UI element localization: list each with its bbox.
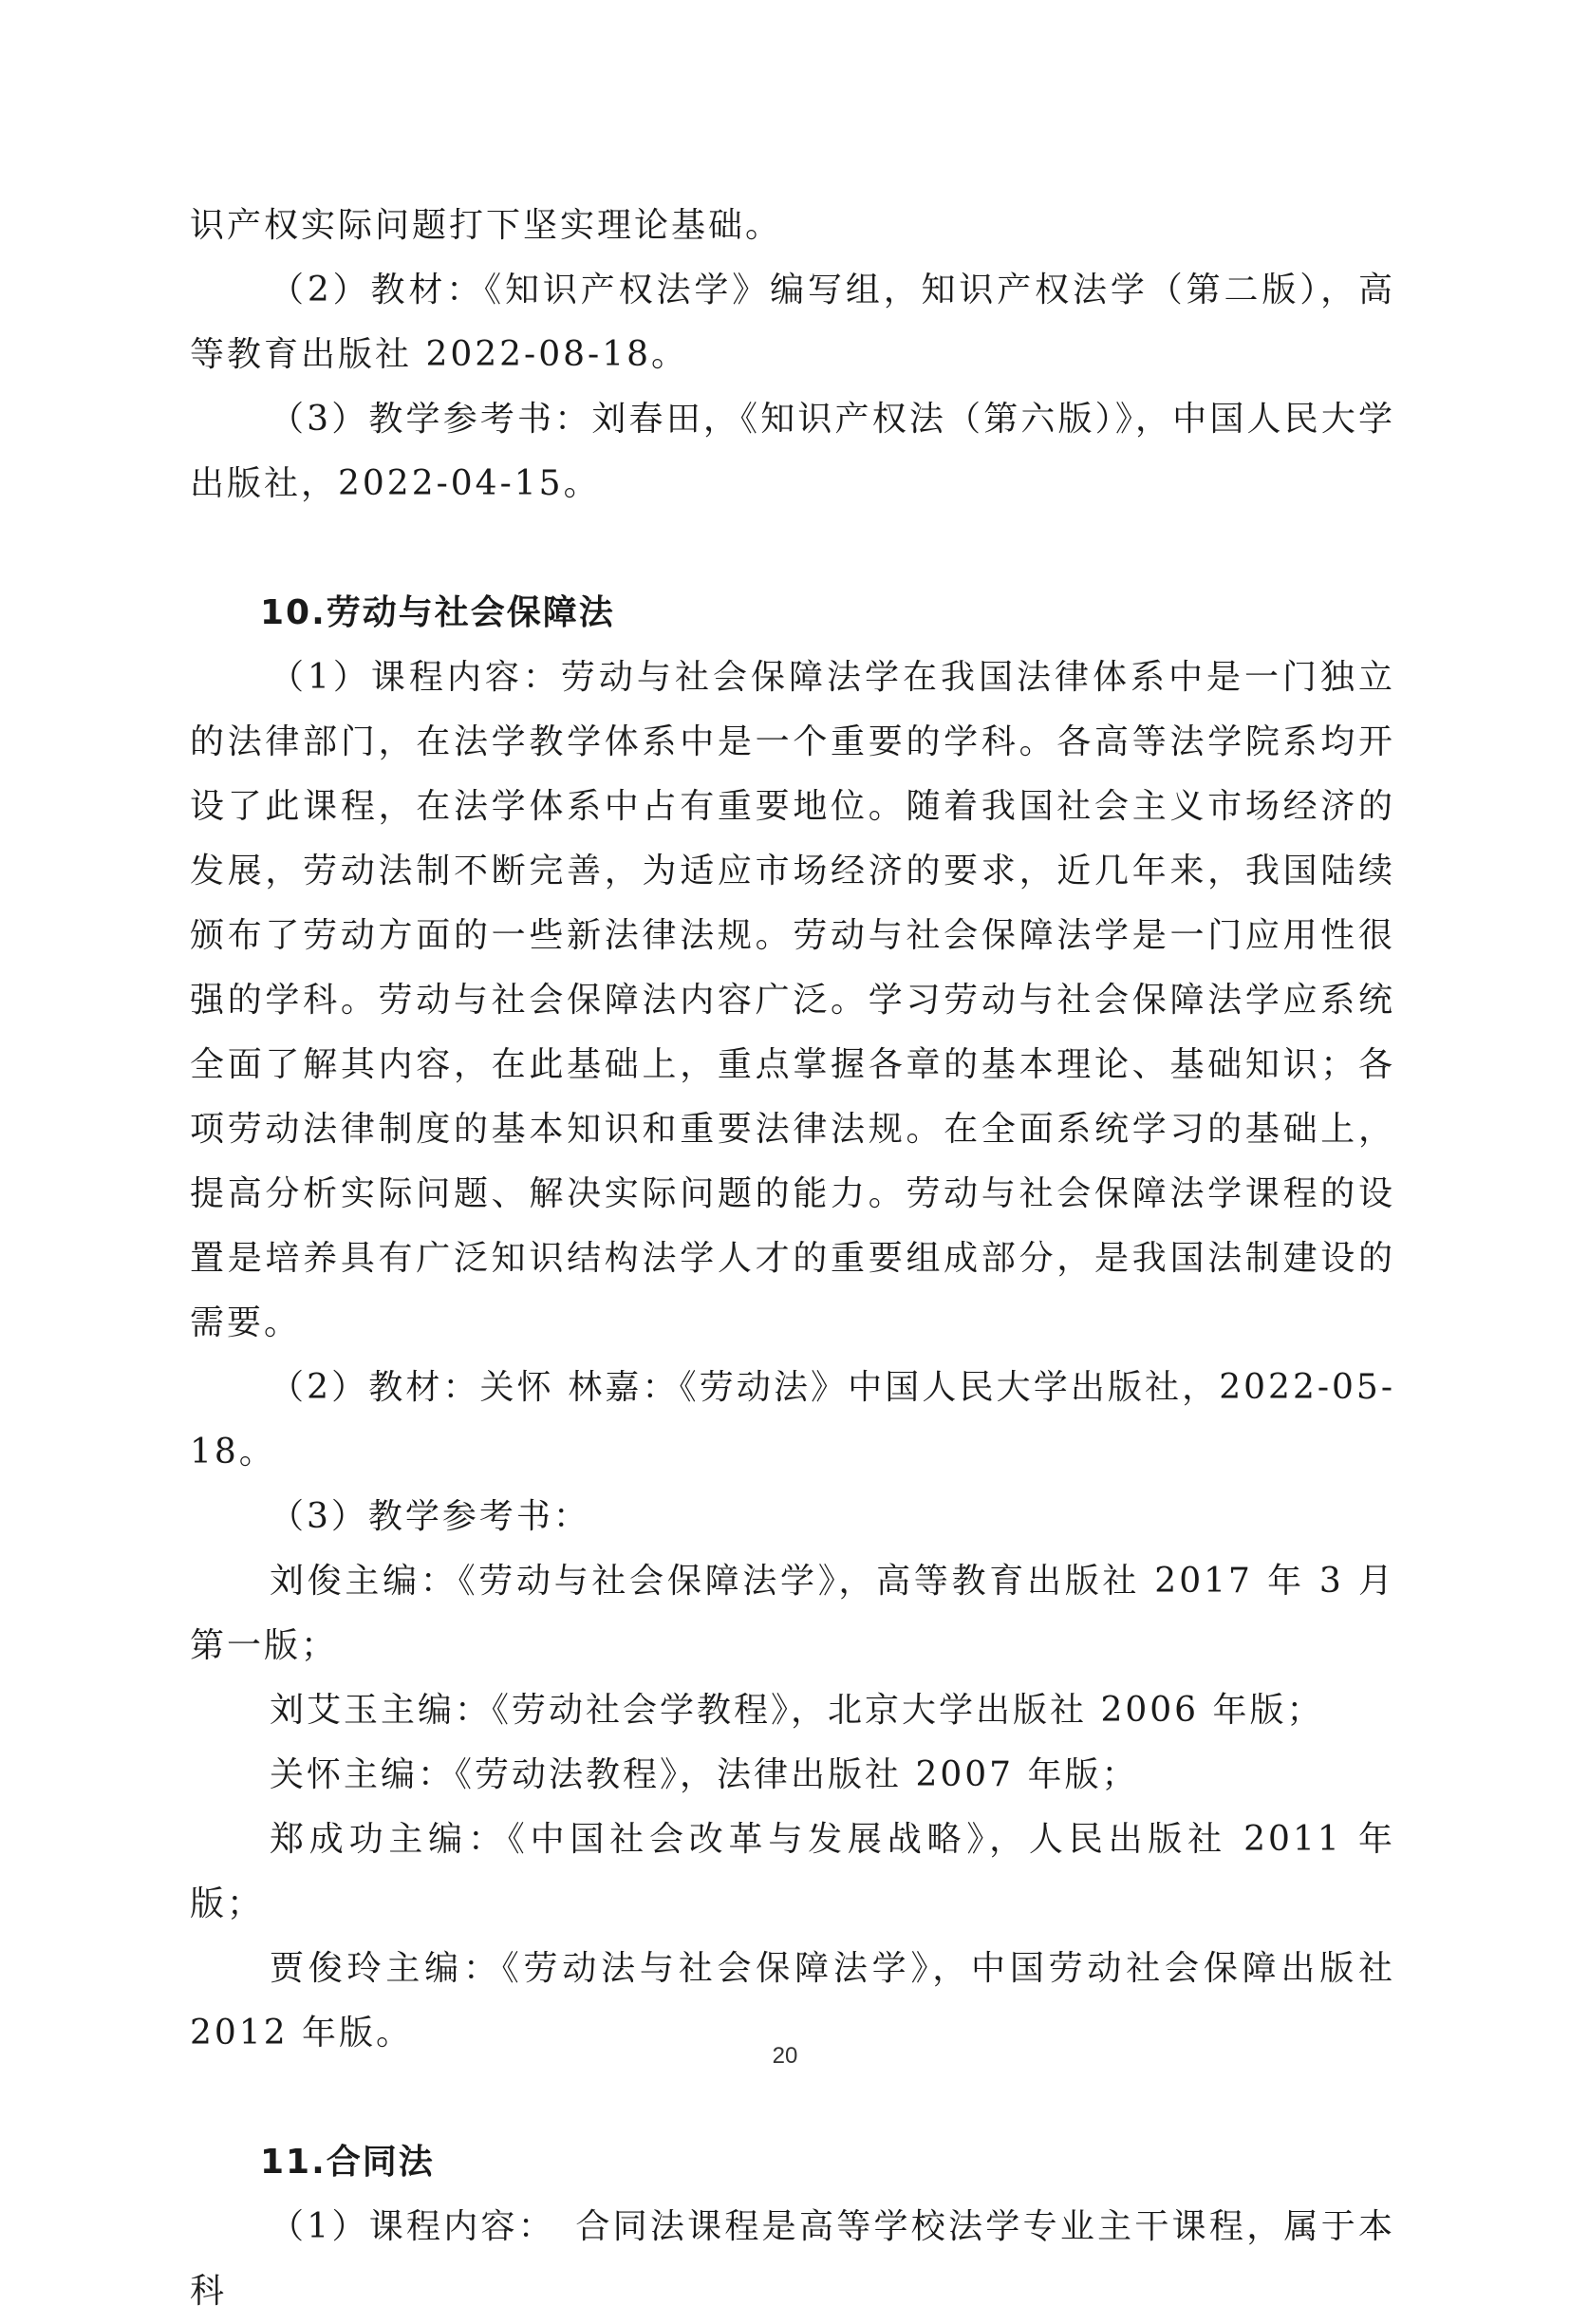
reference-item: 关怀主编：《劳动法教程》，法律出版社 2007 年版； [270,1755,1139,1794]
reference-item: 刘俊主编：《劳动与社会保障法学》，高等教育出版社 2017 年 3 月第一版； [190,1562,1395,1665]
section-heading: 10.劳动与社会保障法 [260,593,615,632]
paragraph-reference-heading: （3）教学参考书： [270,1497,590,1536]
page-number: 20 [772,2043,798,2069]
paragraph-textbook: （2）教材：《知识产权法学》编写组，知识产权法学（第二版），高等教育出版社 2022-08-18。 [190,271,1395,374]
reference-item: 贾俊玲主编：《劳动法与社会保障法学》，中国劳动社会保障出版社 2012 年版。 [190,1949,1395,2052]
page-body [190,194,1395,2324]
paragraph-textbook: （2）教材：关怀 林嘉：《劳动法》中国人民大学出版社，2022-05-18。 [190,1368,1395,1471]
section-gap [190,2066,1395,2130]
reference-item: 郑成功主编：《中国社会改革与发展战略》，人民出版社 2011 年版； [190,1820,1395,1923]
section-gap [190,516,1395,581]
section-heading: 11.合同法 [260,2143,435,2182]
reference-item: 刘艾玉主编：《劳动社会学教程》，北京大学出版社 2006 年版； [270,1691,1324,1730]
paragraph-course-content: （1）课程内容：劳动与社会保障法学在我国法律体系中是一门独立的法律部门，在法学教学体系中是一个重要的学科。各高等法学院系均开设了此课程，在法学体系中占有重要地位。随着我国社会主义市场经济的发展，劳动法制不断完善，为适应市场经济的要求，近几年来，我国陆续颁布了劳动方面的一些新法律法规。劳动与社会保障法学是一门应用性很强的学科。劳动与社会保障法内容广泛。学习劳动与社会保障法学应系统全面了解其内容，在此基础上，重点掌握各章的基本理论、基础知识；各项劳动法律制度的基本知识和重要法律法规。在全面系统学习的基础上，提高分析实际问题、解决实际问题的能力。劳动与社会保障法学课程的设置是培养具有广泛知识结构法学人才的重要组成部分，是我国法制建设的需要。 [190,658,1395,1342]
paragraph-continued: 识产权实际问题打下坚实理论基础。 [190,206,783,245]
paragraph-course-content: （1）课程内容： 合同法课程是高等学校法学专业主干课程，属于本科 [190,2207,1395,2311]
paragraph-reference: （3）教学参考书：刘春田，《知识产权法（第六版）》，中国人民大学出版社，2022-04-15。 [190,400,1395,503]
